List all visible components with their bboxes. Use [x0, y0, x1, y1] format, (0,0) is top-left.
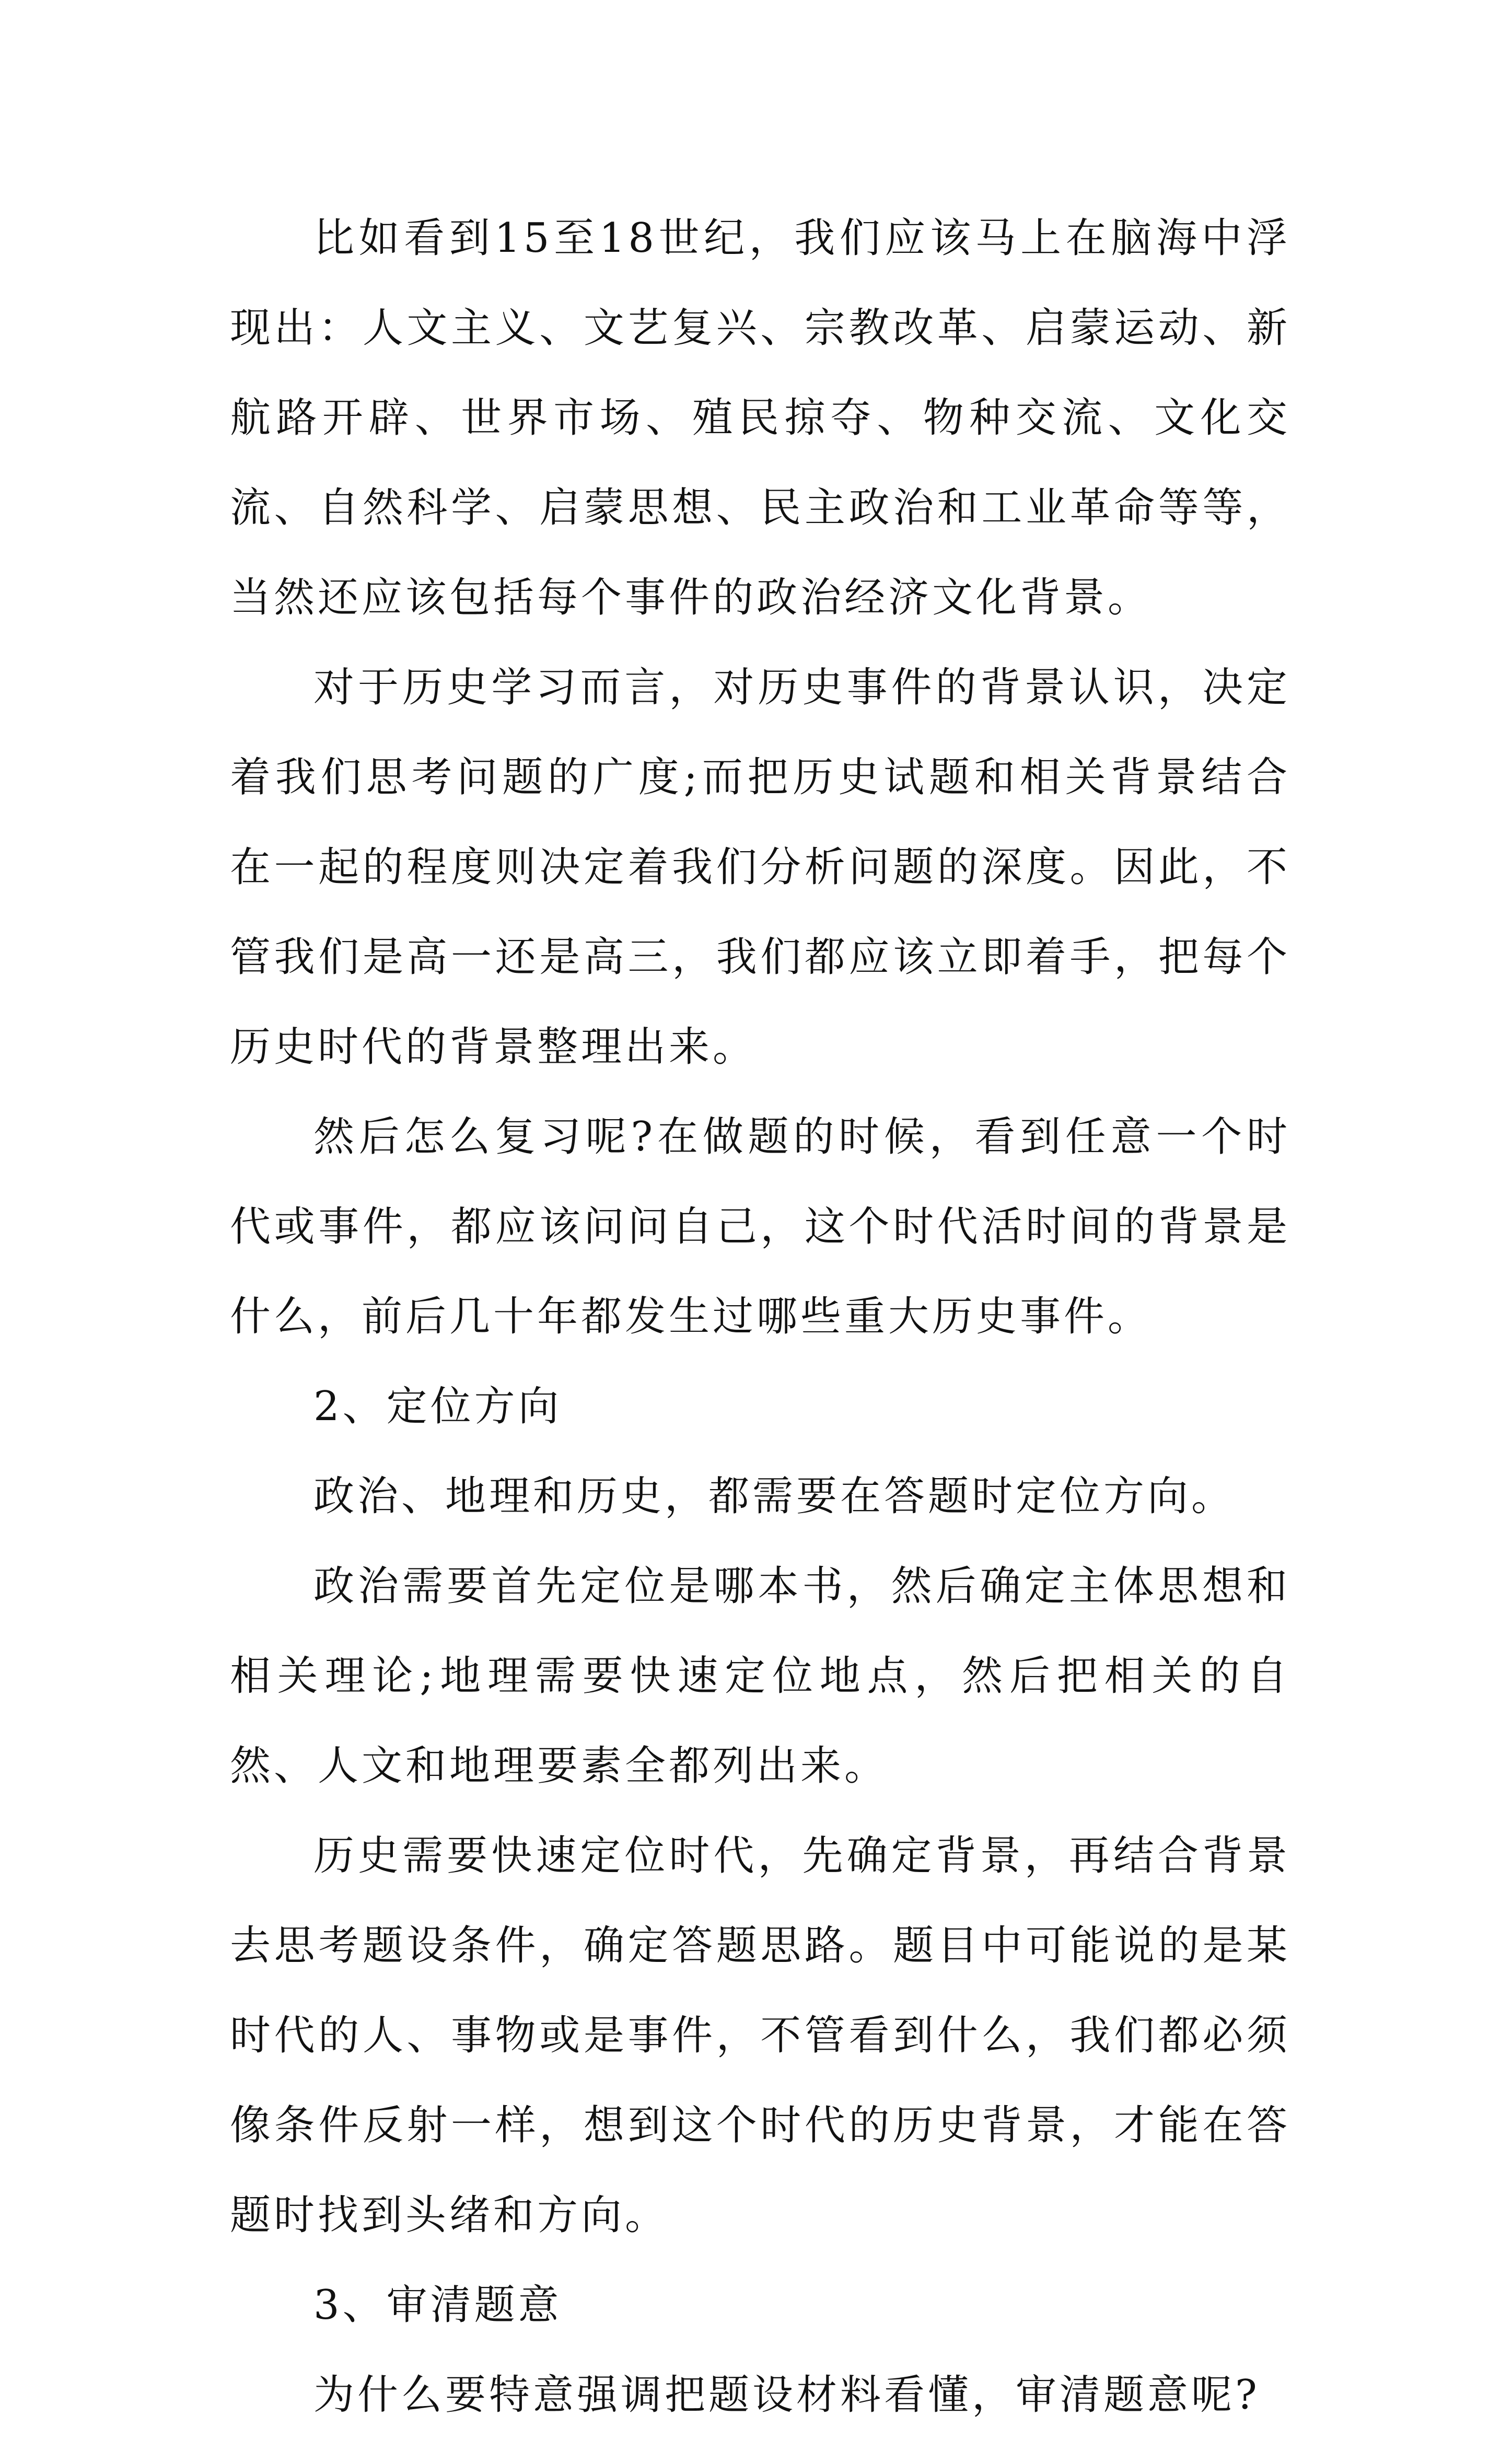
paragraph-review-method: 然后怎么复习呢?在做题的时候，看到任意一个时代或事件，都应该问问自己，这个时代活时间的背景是什么，前后几十年都发生过哪些重大历史事件。: [230, 1113, 1290, 1340]
paragraph-history-orientation: 历史需要快速定位时代，先确定背景，再结合背景去思考题设条件，确定答题思路。题目中可能说的是某时代的人、事物或是事件，不管看到什么，我们都必须像条件反射一样，想到这个时代的历史背景，才能在答题时找到头绪和方向。: [230, 1832, 1290, 2239]
section-heading-orientation: 2、定位方向: [313, 1383, 562, 1430]
paragraph-background-importance: 对于历史学习而言，对历史事件的背景认识，决定着我们思考问题的广度;而把历史试题和相关背景结合在一起的程度则决定着我们分析问题的深度。因此，不管我们是高一还是高三，我们都应该立即着手，把每个历史时代的背景整理出来。: [230, 664, 1290, 1071]
document-body: [230, 193, 1290, 2440]
paragraph-question-intent: 为什么要特意强调把题设材料看懂，审清题意呢?: [313, 2372, 1260, 2419]
paragraph-orientation-intro: 政治、地理和历史，都需要在答题时定位方向。: [313, 1473, 1236, 1520]
paragraph-politics-geography: 政治需要首先定位是哪本书，然后确定主体思想和相关理论;地理需要快速定位地点，然后把相关的自然、人文和地理要素全都列出来。: [230, 1563, 1290, 1790]
paragraph-context-example: 比如看到15至18世纪，我们应该马上在脑海中浮现出：人文主义、文艺复兴、宗教改革、启蒙运动、新航路开辟、世界市场、殖民掠夺、物种交流、文化交流、自然科学、启蒙思想、民主政治和工业革命等等，当然还应该包括每个事件的政治经济文化背景。: [230, 215, 1290, 621]
section-heading-question-intent: 3、审清题意: [313, 2282, 562, 2329]
